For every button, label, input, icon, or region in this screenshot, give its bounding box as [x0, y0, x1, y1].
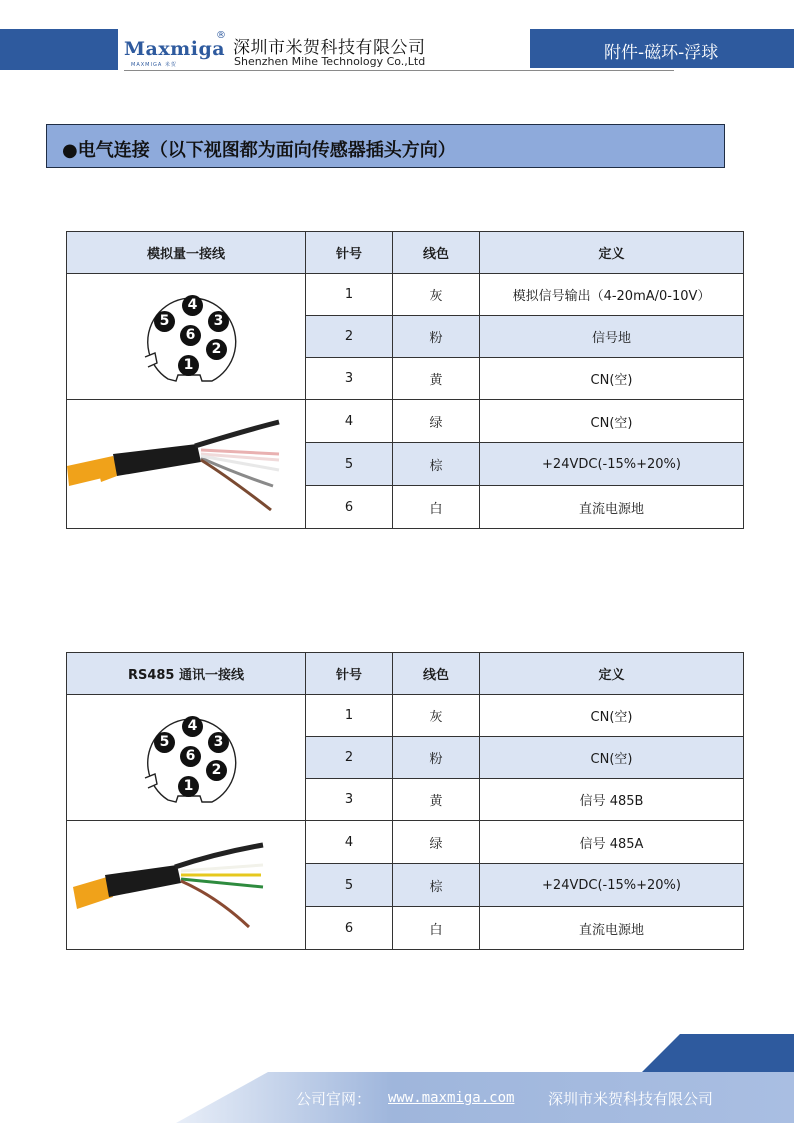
footer-website-link[interactable]: www.maxmiga.com	[388, 1090, 515, 1106]
connector-pinout-image	[67, 695, 306, 821]
pin-2-icon: 2	[206, 760, 227, 781]
pin-number: 3	[306, 358, 393, 400]
pin-definition: 信号 485B	[480, 779, 744, 821]
wire-color: 粉	[393, 316, 480, 358]
pin-5-icon: 5	[154, 732, 175, 753]
table-row	[67, 695, 744, 737]
brand-logo-subtext: MAXMIGA 米贺	[131, 62, 177, 68]
table-row	[67, 400, 744, 443]
pin-1-icon: 1	[178, 355, 199, 376]
brand-logo: Maxmiga	[124, 38, 226, 60]
pin-number: 5	[306, 443, 393, 486]
footer-website-label: 公司官网：	[296, 1090, 372, 1108]
header-rule	[124, 70, 674, 71]
header-left-bar	[0, 29, 118, 70]
analog-wiring-table	[66, 231, 744, 529]
pin-definition: 模拟信号输出（4-20mA/0-10V）	[480, 274, 744, 316]
pin-3-icon: 3	[208, 311, 229, 332]
col-header-pin: 针号	[306, 653, 393, 695]
pin-definition: 信号 485A	[480, 821, 744, 864]
wire-color: 粉	[393, 737, 480, 779]
footer-corner-shape	[640, 1034, 794, 1074]
col-header-wiring: 模拟量一接线	[67, 232, 306, 274]
pin-number: 3	[306, 779, 393, 821]
pin-number: 2	[306, 316, 393, 358]
pin-definition: 信号地	[480, 316, 744, 358]
pin-number: 1	[306, 695, 393, 737]
cable-icon	[67, 400, 305, 524]
company-name-cn: 深圳市米贺科技有限公司	[233, 38, 426, 58]
cable-photo	[67, 821, 306, 950]
wire-color: 黄	[393, 779, 480, 821]
pin-definition: CN(空)	[480, 695, 744, 737]
pin-2-icon: 2	[206, 339, 227, 360]
rs485-wiring-table	[66, 652, 744, 950]
pin-number: 5	[306, 864, 393, 907]
pin-number: 4	[306, 821, 393, 864]
col-header-definition: 定义	[480, 232, 744, 274]
wire-color: 灰	[393, 695, 480, 737]
pin-6-icon: 6	[180, 746, 201, 767]
wire-color: 白	[393, 486, 480, 529]
cable-photo	[67, 400, 306, 529]
pin-definition: CN(空)	[480, 358, 744, 400]
wire-color: 棕	[393, 443, 480, 486]
wire-color: 棕	[393, 864, 480, 907]
wire-color: 白	[393, 907, 480, 950]
footer-company-name: 深圳市米贺科技有限公司	[548, 1090, 714, 1108]
registered-mark: ®	[216, 30, 226, 41]
col-header-definition: 定义	[480, 653, 744, 695]
company-name-en: Shenzhen Mihe Technology Co.,Ltd	[234, 55, 426, 68]
pin-1-icon: 1	[178, 776, 199, 797]
pin-definition: CN(空)	[480, 400, 744, 443]
table-row	[67, 821, 744, 864]
connector-face	[126, 287, 246, 387]
pin-number: 4	[306, 400, 393, 443]
pin-definition: +24VDC(-15%+20%)	[480, 443, 744, 486]
col-header-pin: 针号	[306, 232, 393, 274]
connector-face	[126, 708, 246, 808]
pin-5-icon: 5	[154, 311, 175, 332]
pin-number: 6	[306, 486, 393, 529]
pin-4-icon: 4	[182, 295, 203, 316]
pin-definition: +24VDC(-15%+20%)	[480, 864, 744, 907]
col-header-wire-color: 线色	[393, 232, 480, 274]
table-row	[67, 274, 744, 316]
wire-color: 灰	[393, 274, 480, 316]
pin-definition: 直流电源地	[480, 907, 744, 950]
connector-pinout-image	[67, 274, 306, 400]
col-header-wire-color: 线色	[393, 653, 480, 695]
pin-number: 2	[306, 737, 393, 779]
wire-color: 绿	[393, 821, 480, 864]
pin-6-icon: 6	[180, 325, 201, 346]
section-title: ●电气连接（以下视图都为面向传感器插头方向）	[62, 140, 456, 161]
pin-definition: 直流电源地	[480, 486, 744, 529]
pin-4-icon: 4	[182, 716, 203, 737]
pin-number: 6	[306, 907, 393, 950]
pin-3-icon: 3	[208, 732, 229, 753]
pin-definition: CN(空)	[480, 737, 744, 779]
wire-color: 绿	[393, 400, 480, 443]
col-header-wiring: RS485 通讯一接线	[67, 653, 306, 695]
pin-number: 1	[306, 274, 393, 316]
doc-section-label: 附件-磁环-浮球	[604, 43, 719, 63]
cable-icon	[67, 821, 305, 945]
wire-color: 黄	[393, 358, 480, 400]
